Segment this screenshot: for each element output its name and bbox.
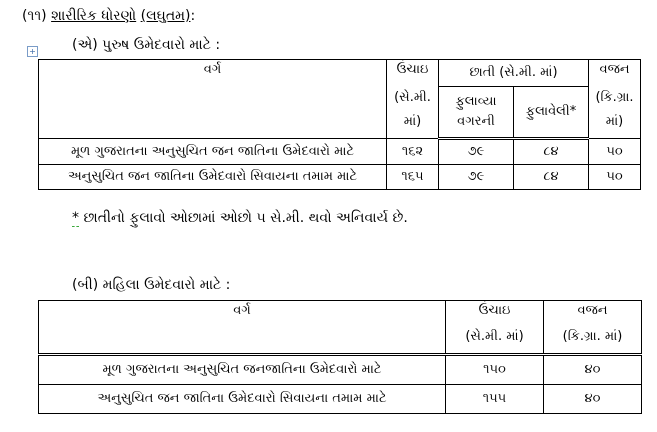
header-category: વર્ગ xyxy=(39,301,446,355)
header-height xyxy=(446,301,544,355)
note-text: છાતીનો ફુલાવો ઓછામાં ઓછો ૫ સે.મી. થવો અનિવાર્ય છે. xyxy=(83,210,408,226)
header-weight-line2: (કિ.ગ્રા. xyxy=(595,90,634,105)
header-weight-line2: (કિ.ગ્રા. માં) xyxy=(562,329,623,344)
row-category: અનુસુચિત જન જાતિના ઉમેદવારો સિવાયના તમામ માટે xyxy=(39,385,446,414)
table-move-handle-icon[interactable]: + xyxy=(27,46,38,57)
header-height xyxy=(387,60,439,139)
section-subtitle: (લઘુતમ) xyxy=(140,8,191,24)
note-star: * xyxy=(72,210,79,226)
section-number: (૧૧) xyxy=(22,8,47,24)
section-colon: : xyxy=(190,8,196,24)
header-weight xyxy=(589,60,641,139)
row-chest-without: ૭૯ xyxy=(439,139,514,165)
part-b-label: (બી) મહિલા ઉમેદવારો માટે : xyxy=(72,277,231,293)
section-title: શારીરિક ધોરણો xyxy=(51,8,137,24)
table-header-row xyxy=(39,301,642,355)
table-header-row xyxy=(39,60,641,87)
section-heading xyxy=(22,8,195,24)
header-chest: છાતી (સે.મી. માં) xyxy=(439,60,589,87)
header-chest-without xyxy=(439,87,514,139)
header-weight-line1: વજન xyxy=(599,62,630,77)
header-height-line1: ઉંચાઇ xyxy=(396,62,429,77)
row-height: ૧૫૦ xyxy=(446,355,544,385)
row-category: અનુસુચિત જન જાતિના ઉમેદવારો સિવાયના તમામ માટે xyxy=(39,165,387,190)
row-height: ૧૬૫ xyxy=(387,165,439,190)
header-height-line1: ઉંચાઇ xyxy=(478,303,511,318)
row-weight: ૫૦ xyxy=(589,139,641,165)
row-weight: ૪૦ xyxy=(544,385,642,414)
header-weight-line3: માં) xyxy=(605,114,624,129)
table-row xyxy=(39,355,642,385)
row-weight: ૫૦ xyxy=(589,165,641,190)
header-weight xyxy=(544,301,642,355)
header-weight-line1: વજન xyxy=(577,303,608,318)
header-chest-without-line2: વગરની xyxy=(457,114,495,129)
row-height: ૧૬૨ xyxy=(387,139,439,165)
header-height-line2: (સે.મી. xyxy=(394,90,431,105)
row-chest-without: ૭૯ xyxy=(439,165,514,190)
chest-note xyxy=(72,210,408,226)
table-row xyxy=(39,139,641,165)
table-row xyxy=(39,385,642,414)
row-height: ૧૫૫ xyxy=(446,385,544,414)
header-category: વર્ગ xyxy=(39,60,387,139)
row-category: મૂળ ગુજરાતના અનુસુચિત જન જાતિના ઉમેદવારો માટે xyxy=(39,139,387,165)
part-a-label: (એ) પુરુષ ઉમેદવારો માટે : xyxy=(72,37,221,53)
table-row xyxy=(39,165,641,190)
male-standards-table xyxy=(38,59,641,190)
header-chest-without-line1: ફુલાવ્યા xyxy=(455,94,497,109)
header-height-line2: (સે.મી. માં) xyxy=(465,329,524,344)
row-weight: ૪૦ xyxy=(544,355,642,385)
row-chest-expanded: ૮૪ xyxy=(514,165,589,190)
header-chest-expanded: ફુલાવેલી* xyxy=(514,87,589,139)
row-chest-expanded: ૮૪ xyxy=(514,139,589,165)
row-category: મૂળ ગુજરાતના અનુસુચિત જનજાતિના ઉમેદવારો માટે xyxy=(39,355,446,385)
female-standards-table xyxy=(38,300,642,414)
header-height-line3: માં) xyxy=(403,114,422,129)
